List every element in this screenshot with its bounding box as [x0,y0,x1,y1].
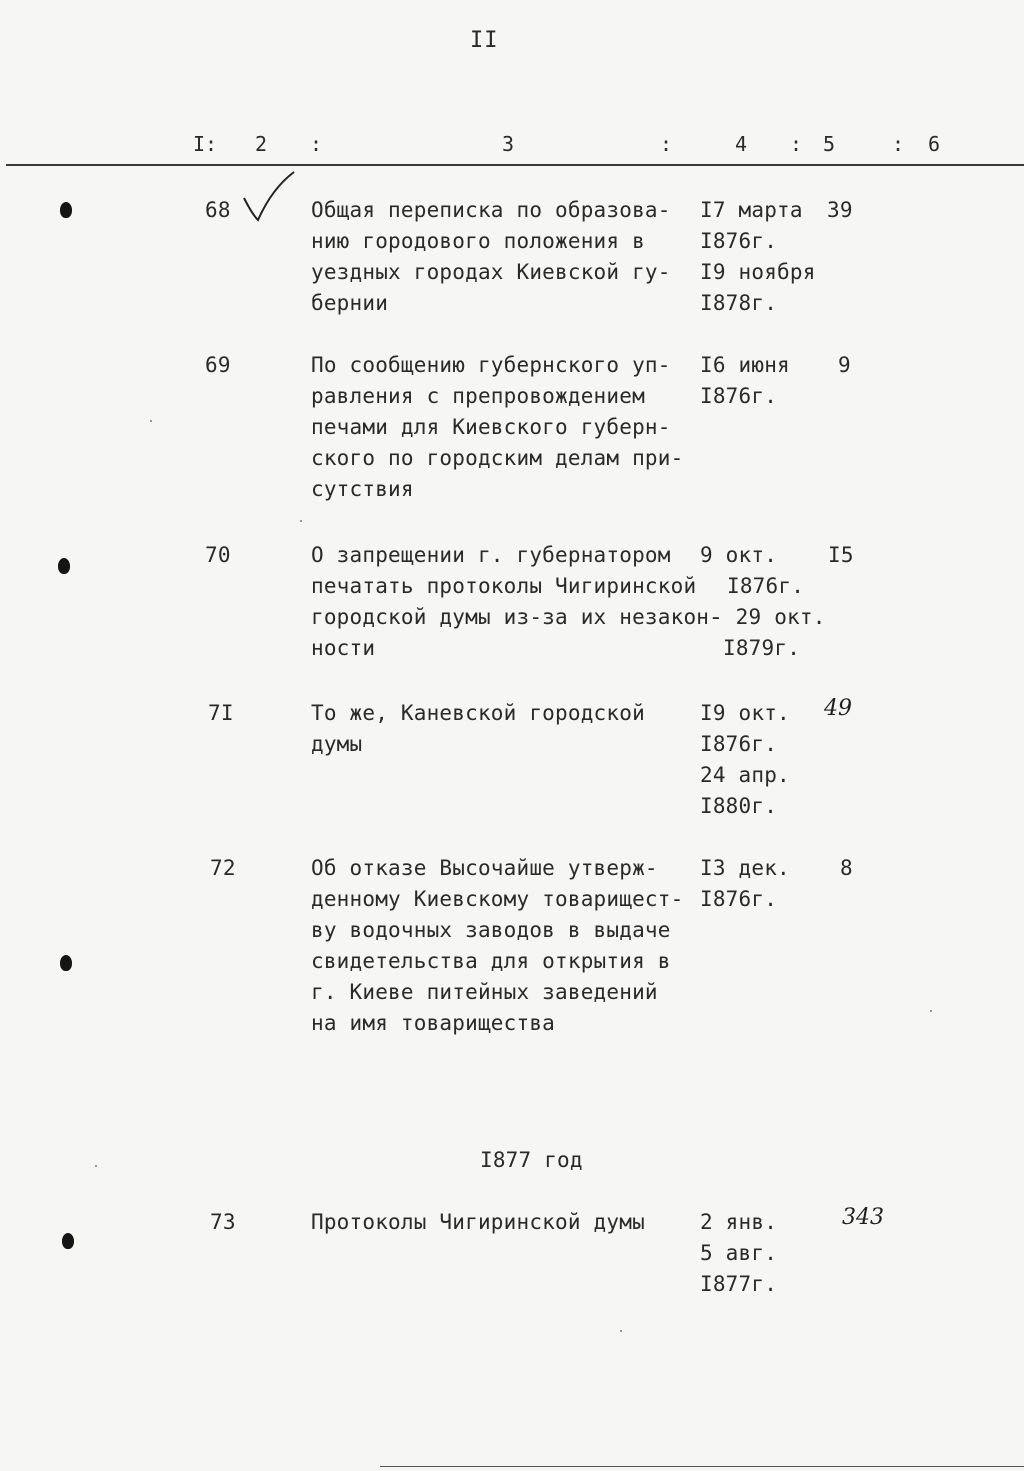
entry-dates [700,853,790,915]
year-heading: I877 год [480,1148,583,1172]
header-col-5: 5 [823,132,836,156]
entry-number: 7I [208,701,234,725]
punch-hole-mark [62,1233,74,1249]
entry-description [311,350,683,505]
entry-sheet-count: 9 [838,353,851,377]
description-line: нию городового положения в [311,229,645,253]
scan-speck [300,520,302,522]
description-line: печатать протоколы Чигиринской [311,574,697,598]
description-line: Общая переписка по образова- [311,198,671,222]
page-number: II [470,28,499,53]
description-line: г. Киеве питейных заведений [311,980,658,1004]
entry-sheet-count-handwritten: 49 [824,696,852,721]
date-line: I6 июня [700,353,790,377]
entry-dates [700,698,790,822]
entry-number: 68 [205,198,231,222]
entry-sheet-count: I5 [828,543,854,567]
description-line: бернии [311,291,389,315]
header-col-6: 6 [928,132,941,156]
scan-speck [150,420,152,422]
scan-speck [930,1010,932,1012]
description-line: равления с препровождением [311,384,645,408]
description-line: сутствия [311,477,414,501]
description-line: на имя товарищества [311,1011,556,1035]
entry-description [311,540,722,664]
description-line: По сообщению губернского уп- [311,353,671,377]
date-line: 24 апр. [700,763,790,787]
date-line: I877г. [700,1272,778,1296]
date-line: I876г. [700,229,778,253]
entry-sheet-count: 8 [840,856,853,880]
header-col-2: 2 [255,132,268,156]
header-col-1: I: [193,132,218,156]
date-line: I3 дек. [700,856,790,880]
entry-description: Протоколы Чигиринской думы [311,1210,645,1234]
description-line: свидетельства для открытия в [311,949,671,973]
header-rule [6,164,1024,166]
entry-number: 72 [210,856,236,880]
checkmark-icon [238,168,298,224]
date-line: I876г. [700,887,778,911]
description-line: денному Киевскому товарищест- [311,887,684,911]
header-col-4: 4 [735,132,748,156]
date-line: I880г. [700,794,778,818]
scan-speck [620,1330,622,1332]
entry-sheet-count: 39 [827,198,853,222]
description-line: ского по городским делам при- [311,446,684,470]
entry-dates [700,1207,777,1300]
entry-dates [700,195,816,319]
punch-hole-mark [60,955,72,971]
entry-number: 69 [205,353,231,377]
description-line: думы [311,732,363,756]
header-separator-2: : [660,132,673,156]
entry-date-end: - 29 окт. [710,605,826,629]
header-separator-1: : [310,132,323,156]
description-line: То же, Каневской городской [311,701,645,725]
date-line: 5 авг. [700,1241,778,1265]
description-line: ности [311,636,376,660]
date-line: I876г. [700,384,778,408]
description-line: О запрещении г. губернатором [311,543,671,567]
entry-date-start-year: I876г. [727,574,805,598]
date-line: I9 окт. [700,701,790,725]
entry-number: 70 [205,543,231,567]
header-separator-4: : [892,132,905,156]
punch-hole-mark [60,202,72,218]
punch-hole-mark [58,558,70,574]
description-line: уездных городах Киевской гу- [311,260,671,284]
entry-number: 73 [210,1210,236,1234]
header-col-3: 3 [502,132,515,156]
entry-description [311,853,683,1039]
date-line: I9 ноября [700,260,816,284]
description-line: Об отказе Высочайше утверж- [311,856,658,880]
description-line: печами для Киевского губерн- [311,415,671,439]
entry-dates [700,350,790,412]
entry-description [311,698,645,760]
date-line: I878г. [700,291,778,315]
scan-speck [95,1165,97,1167]
date-line: I7 марта [700,198,803,222]
bottom-rule [380,1466,1024,1467]
header-separator-3: : [790,132,803,156]
description-line: ву водочных заводов в выдаче [311,918,671,942]
entry-description [311,195,671,319]
description-line: городской думы из-за их незакон- [311,605,722,629]
entry-date-start: 9 окт. [700,543,778,567]
entry-sheet-count-handwritten: 343 [842,1205,884,1230]
date-line: 2 янв. [700,1210,778,1234]
date-line: I876г. [700,732,778,756]
entry-date-end-year: I879г. [723,636,801,660]
